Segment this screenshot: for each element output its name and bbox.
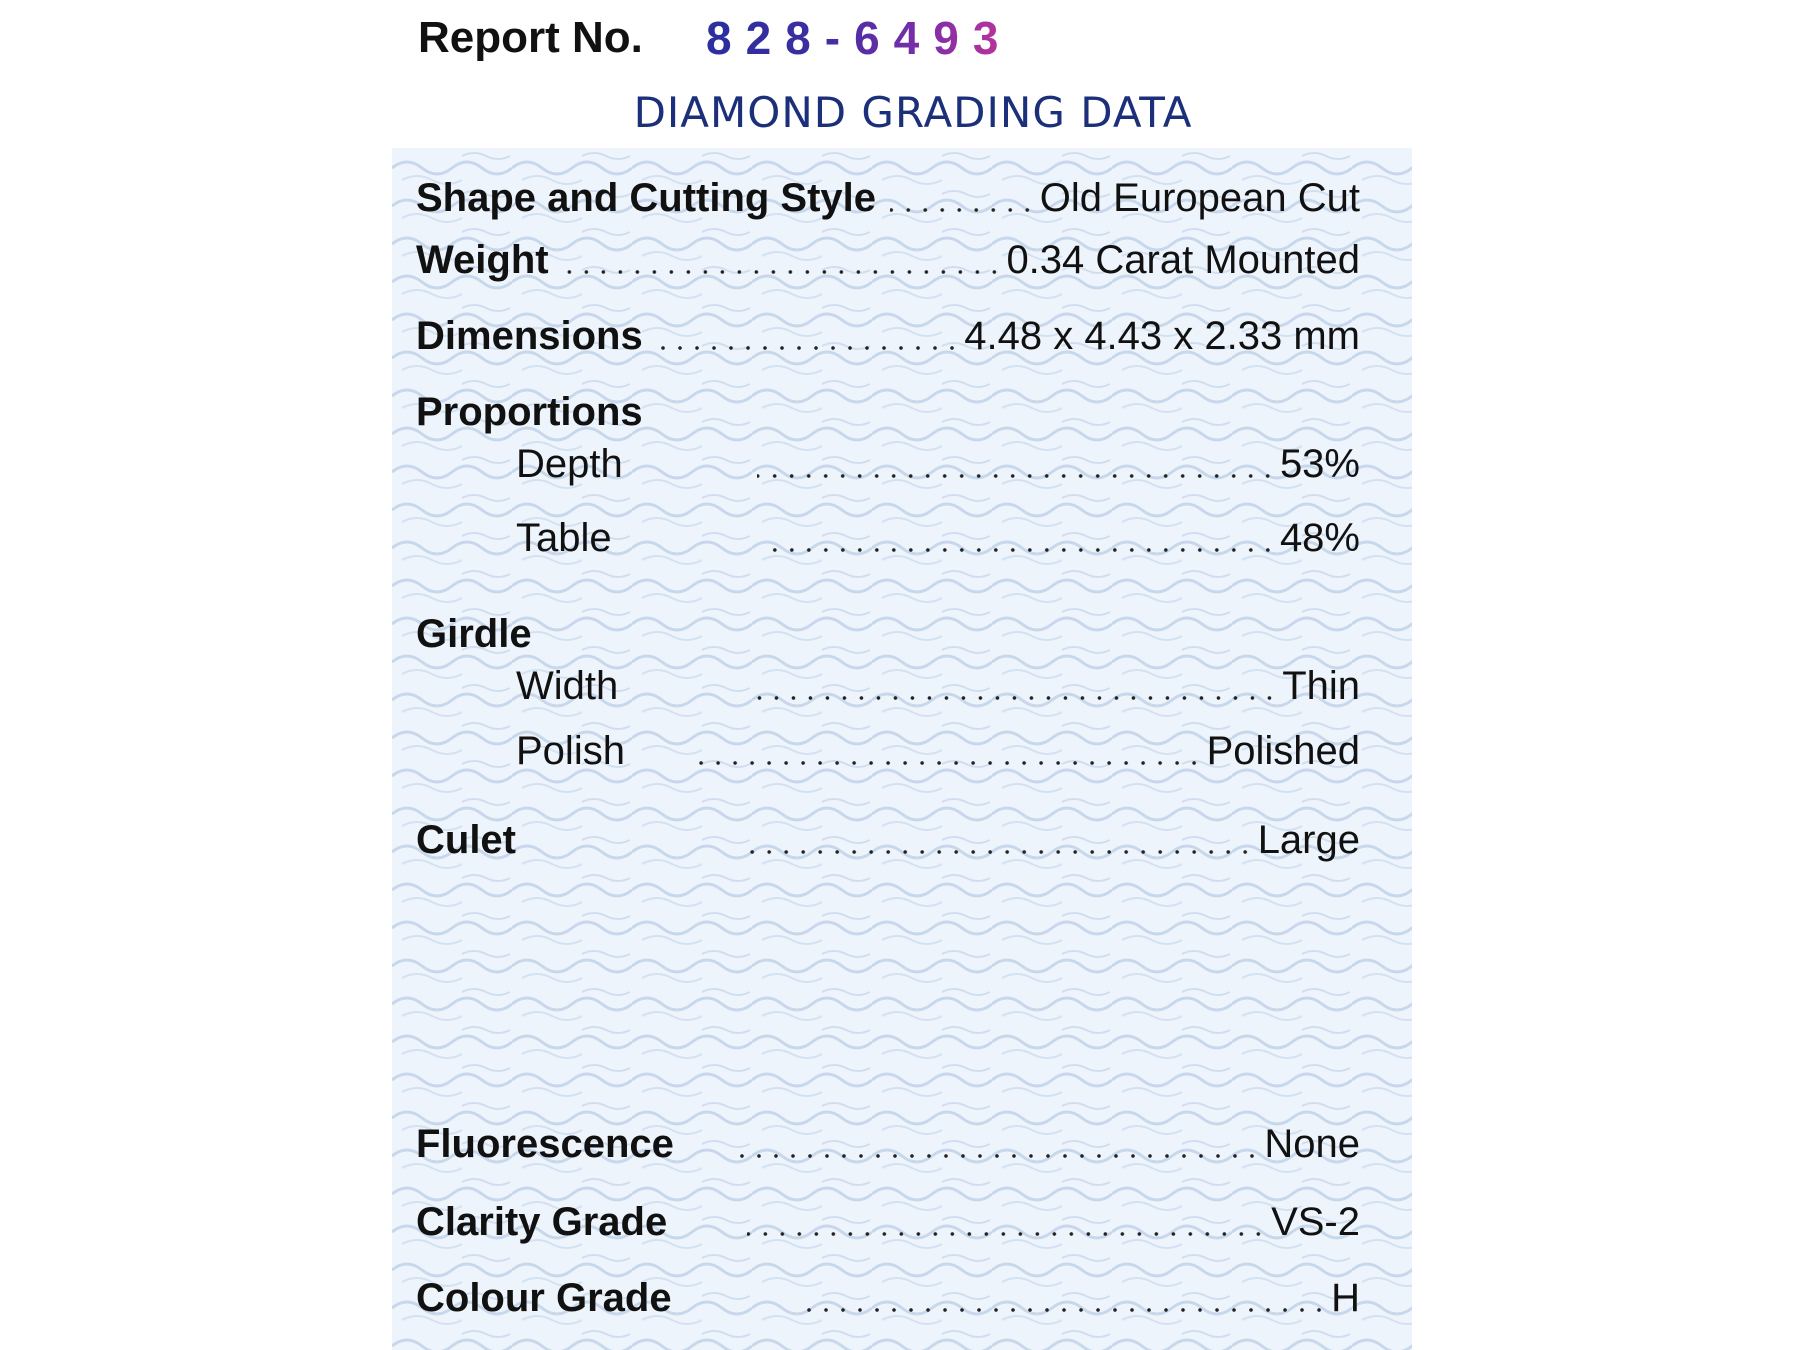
colour-value: H xyxy=(1331,1275,1360,1320)
leader-dots xyxy=(738,850,1254,854)
leader-dots xyxy=(764,548,1276,552)
girdle-width-label: Width xyxy=(516,663,619,708)
weight-value: 0.34 Carat Mounted xyxy=(1006,237,1360,282)
dimensions-value: 4.48 x 4.43 x 2.33 mm xyxy=(964,313,1360,358)
table-row xyxy=(416,510,1360,566)
shape-row xyxy=(416,170,1360,226)
culet-value: Large xyxy=(1257,817,1360,862)
leader-dots xyxy=(757,474,1276,478)
dimensions-label: Dimensions xyxy=(416,313,643,358)
dimensions-row xyxy=(416,308,1360,364)
fluorescence-row xyxy=(416,1116,1360,1172)
leader-dots xyxy=(689,761,1203,765)
colour-label: Colour Grade xyxy=(416,1275,672,1320)
girdle-width-value: Thin xyxy=(1282,663,1360,708)
fluorescence-value: None xyxy=(1264,1121,1360,1166)
culet-label: Culet xyxy=(416,817,516,862)
girdle-heading: Girdle xyxy=(416,611,532,656)
proportions-heading: Proportions xyxy=(416,389,643,434)
leader-dots xyxy=(657,346,961,350)
weight-row xyxy=(416,232,1360,288)
grading-data-panel xyxy=(392,148,1412,1350)
report-number-label: Report No. xyxy=(418,13,643,62)
report-header xyxy=(418,8,643,68)
shape-value: Old European Cut xyxy=(1039,175,1360,220)
shape-label: Shape and Cutting Style xyxy=(416,175,877,220)
girdle-polish-value: Polished xyxy=(1206,728,1360,773)
clarity-value: VS-2 xyxy=(1271,1199,1360,1244)
leader-dots xyxy=(738,1154,1260,1158)
section-title xyxy=(0,88,1800,137)
leader-dots xyxy=(752,696,1278,700)
report-number-value: 828-6493 xyxy=(706,8,1012,68)
girdle-width-row xyxy=(416,658,1360,714)
leader-dots xyxy=(890,208,1036,212)
weight-label: Weight xyxy=(416,237,549,282)
depth-row xyxy=(416,436,1360,492)
colour-row xyxy=(416,1270,1360,1326)
leader-dots xyxy=(806,1308,1328,1312)
girdle-polish-label: Polish xyxy=(516,728,625,773)
culet-row xyxy=(416,812,1360,868)
clarity-row xyxy=(416,1194,1360,1250)
depth-value: 53% xyxy=(1279,441,1360,486)
leader-dots xyxy=(563,270,1003,274)
table-label: Table xyxy=(516,515,612,560)
fluorescence-label: Fluorescence xyxy=(416,1121,674,1166)
table-value: 48% xyxy=(1279,515,1360,560)
clarity-label: Clarity Grade xyxy=(416,1199,668,1244)
depth-label: Depth xyxy=(516,441,623,486)
girdle-polish-row xyxy=(416,723,1360,779)
leader-dots xyxy=(747,1232,1267,1236)
section-title-text: DIAMOND GRADING DATA xyxy=(633,88,1193,137)
